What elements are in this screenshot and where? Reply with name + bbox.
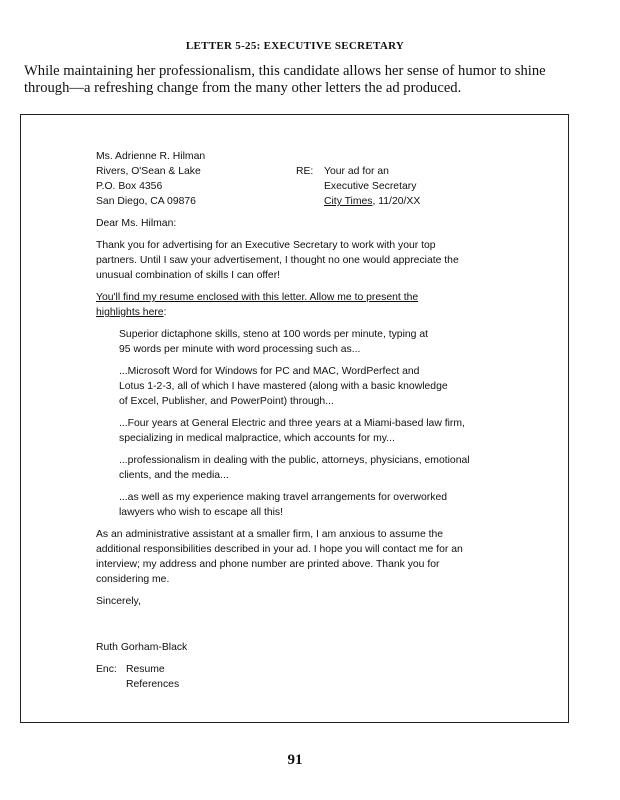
recipient-name: Ms. Adrienne R. Hilman: [96, 151, 206, 162]
paragraph-line: considering me.: [96, 574, 170, 585]
paragraph-line: additional responsibilities described in your ad. I hope you will contact me for an: [96, 544, 463, 555]
page-heading: LETTER 5-25: EXECUTIVE SECRETARY: [185, 40, 405, 52]
salutation: Dear Ms. Hilman:: [96, 218, 177, 229]
highlight-line: ...Microsoft Word for Windows for PC and MAC, WordPerfect and: [119, 366, 420, 377]
highlight-item: [96, 416, 506, 446]
paragraph: You'll find my resume enclosed with this letter. Allow me to present the highlights here:: [96, 290, 506, 320]
highlight-line: of Excel, Publisher, and PowerPoint) through...: [119, 396, 334, 407]
highlight-line: ...Four years at General Electric and three years at a Miami-based law firm,: [119, 418, 465, 429]
signature-name: Ruth Gorham-Black: [96, 642, 188, 653]
highlight-line: 95 words per minute with word processing such as...: [119, 344, 361, 355]
cover-letter: [96, 149, 506, 692]
intro-text: [24, 63, 584, 97]
paragraph-line: As an administrative assistant at a smaller firm, I am anxious to assume the: [96, 529, 444, 540]
enclosure-item: References: [126, 679, 180, 690]
highlight-item: [96, 364, 506, 409]
highlight-line: specializing in medical malpractice, which accounts for my...: [119, 433, 395, 444]
recipient-box: P.O. Box 4356: [96, 181, 163, 192]
re-publication: City Times: [324, 196, 373, 207]
signoff: Sincerely,: [96, 596, 141, 607]
highlight-line: ...as well as my experience making travel arrangements for overworked: [119, 492, 448, 503]
highlight-line: Lotus 1-2-3, all of which I have mastered (along with a basic knowledge: [119, 381, 448, 392]
highlight-item: [96, 490, 506, 520]
intro-line: While maintaining her professionalism, this candidate allows her sense of humor to shine: [24, 63, 546, 79]
re-date: , 11/20/XX: [372, 196, 421, 207]
paragraph-line: interview; my address and phone number are printed above. Thank you for: [96, 559, 440, 570]
enclosures: [96, 662, 506, 677]
address-block: [96, 149, 506, 209]
enclosure-item: Resume: [126, 664, 165, 675]
re-label: RE:: [296, 166, 314, 177]
paragraph-line: Thank you for advertising for an Executive Secretary to work with your top: [96, 240, 436, 251]
highlight-item: [96, 327, 506, 357]
recipient-city: San Diego, CA 09876: [96, 196, 196, 207]
paragraph-line: partners. Until I saw your advertisement, I thought no one would appreciate the: [96, 255, 459, 266]
highlight-line: ...professionalism in dealing with the public, attorneys, physicians, emotional: [119, 455, 470, 466]
paragraph-line: highlights here: [96, 307, 164, 318]
highlight-line: clients, and the media...: [119, 470, 229, 481]
enclosure-label: Enc:: [96, 664, 117, 675]
re-line: Executive Secretary: [324, 181, 417, 192]
paragraph-line: You'll find my resume enclosed with this letter. Allow me to present the: [96, 292, 419, 303]
recipient-company: Rivers, O'Sean & Lake: [96, 166, 201, 177]
highlight-line: lawyers who wish to escape all this!: [119, 507, 284, 518]
paragraph: [96, 527, 506, 587]
highlight-line: Superior dictaphone skills, steno at 100 words per minute, typing at: [119, 329, 429, 340]
paragraph: [96, 238, 506, 283]
intro-line: through—a refreshing change from the many other letters the ad produced.: [24, 80, 462, 96]
page-number: 91: [287, 752, 303, 768]
paragraph-line: unusual combination of skills I can offer!: [96, 270, 281, 281]
highlight-item: [96, 453, 506, 483]
re-line: Your ad for an: [324, 166, 389, 177]
